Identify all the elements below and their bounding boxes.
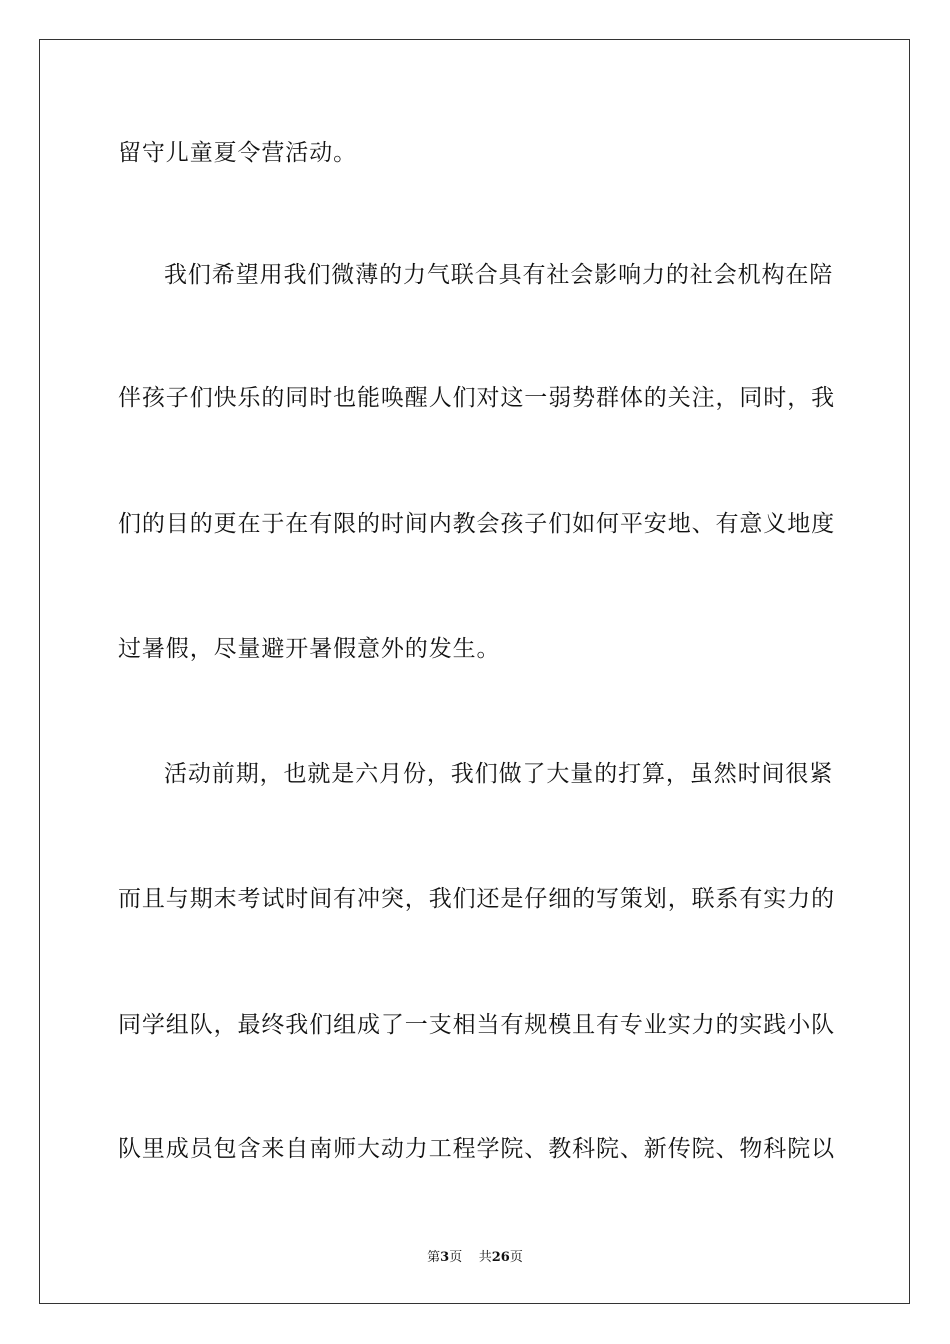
page-border — [39, 39, 910, 1304]
text-line: 们的目的更在于在有限的时间内教会孩子们如何平安地、有意义地度 — [118, 511, 835, 537]
text-line: 同学组队，最终我们组成了一支相当有规模且有专业实力的实践小队 — [118, 1012, 835, 1038]
text-line: 队里成员包含来自南师大动力工程学院、教科院、新传院、物科院以 — [118, 1136, 835, 1162]
text-line: 活动前期，也就是六月份，我们做了大量的打算，虽然时间很紧 — [164, 761, 834, 787]
footer-prefix: 第 — [427, 1250, 441, 1265]
footer-suffix: 页 — [509, 1250, 523, 1265]
page-footer — [0, 1246, 950, 1265]
total-page-number: 26 — [491, 1250, 510, 1265]
text-line: 我们希望用我们微薄的力气联合具有社会影响力的社会机构在陪 — [164, 262, 834, 288]
text-line: 留守儿童夏令营活动。 — [118, 140, 357, 166]
text-line: 伴孩子们快乐的同时也能唤醒人们对这一弱势群体的关注，同时，我 — [118, 385, 835, 411]
text-line: 而且与期末考试时间有冲突，我们还是仔细的写策划，联系有实力的 — [118, 886, 835, 912]
text-line: 过暑假，尽量避开暑假意外的发生。 — [118, 636, 501, 662]
current-page-number: 3 — [440, 1250, 450, 1265]
footer-middle: 页 共 — [449, 1250, 492, 1265]
